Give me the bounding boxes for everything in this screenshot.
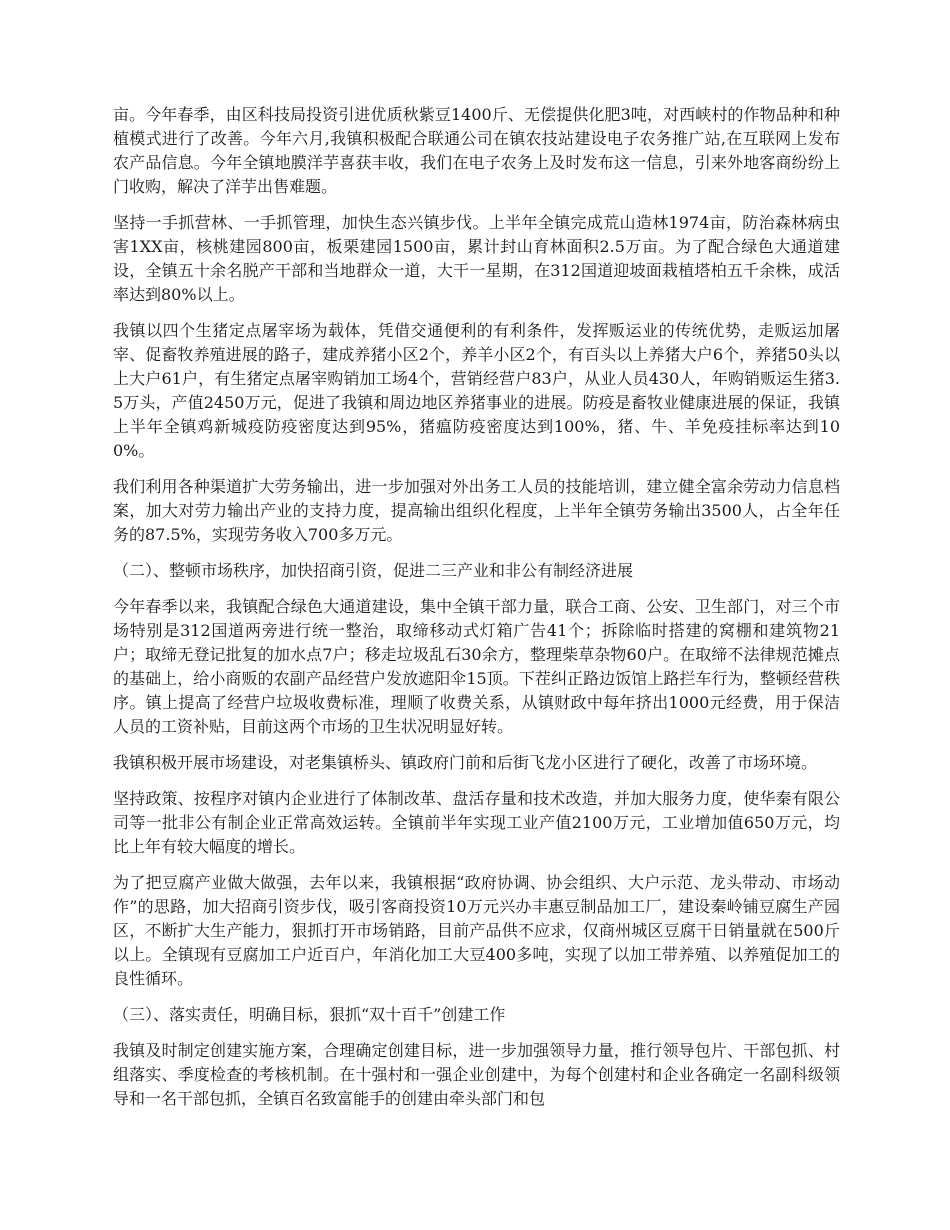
paragraph-tofu-industry: 为了把豆腐产业做大做强，去年以来，我镇根据“政府协调、协会组织、大户示范、龙头带动、市场动作”的思路，加大招商引资步伐，吸引客商投资10万元兴办丰惠豆制品加工厂，建设秦岭铺豆腐生产园区，不断扩大生产能力，狠抓打开市场销路，目前产品供不应求，仅商州城区豆腐干日销量就在500斤以上。全镇现有豆腐加工户近百户，年消化加工大豆400多吨，实现了以加工带养殖、以养殖促加工的良性循环。 <box>113 873 840 988</box>
section-heading-market-order: （二）、整顿市场秩序，加快招商引资，促进二三产业和非公有制经济进展 <box>113 561 634 580</box>
paragraph-enterprise-reform: 坚持政策、按程序对镇内企业进行了体制改革、盘活存量和技术改造，并加大服务力度，使华秦有限公司等一批非公有制企业正常高效运转。全镇前半年实现工业产值2100万元，工业增加值650万元，均比上年有较大幅度的增长。 <box>113 789 840 856</box>
document-body <box>113 103 840 1123</box>
paragraph-forestry: 坚持一手抓营林、一手抓管理，加快生态兴镇步伐。上半年全镇完成荒山造林1974亩，防治森林病虫害1XX亩，核桃建园800亩，板栗建园1500亩，累计封山育林面积2.5万亩。为了配合绿色大通道建设，全镇五十余名脱产干部和当地群众一道，大干一星期，在312国道迎坡面栽植塔柏五千余株，成活率达到80%以上。 <box>113 213 840 304</box>
paragraph-livestock: 我镇以四个生猪定点屠宰场为载体，凭借交通便利的有利条件，发挥贩运业的传统优势，走贩运加屠宰、促畜牧养殖进展的路子，建成养猪小区2个，养羊小区2个，有百头以上养猪大户6个，养猪50头以上大户61户，有生猪定点屠宰购销加工场4个，营销经营户83户，从业人员430人，年购销贩运生猪3.5万头，产值2450万元，促进了我镇和周边地区养猪事业的进展。防疫是畜牧业健康进展的保证，我镇上半年全镇鸡新城疫防疫密度达到95%，猪瘟防疫密度达到100%，猪、牛、羊免疫挂标率达到100%。 <box>113 321 840 460</box>
paragraph-agriculture-info: 亩。今年春季，由区科技局投资引进优质秋紫豆1400斤、无偿提供化肥3吨，对西峡村的作物品种和种植模式进行了改善。今年六月,我镇积极配合联通公司在镇农技站建设电子农务推广站,在互联网上发布农产品信息。今年全镇地膜洋芋喜获丰收，我们在电子农务上及时发布这一信息，引来外地客商纷纷上门收购，解决了洋芋出售难题。 <box>113 105 840 196</box>
section-heading-responsibility: （三）、落实责任，明确目标，狠抓“双十百千”创建工作 <box>113 1005 506 1024</box>
paragraph-creation-plan: 我镇及时制定创建实施方案，合理确定创建目标，进一步加强领导力量，推行领导包片、干部包抓、村组落实、季度检查的考核机制。在十强村和一强企业创建中，为每个创建村和企业各确定一名副科级领导和一名干部包抓，全镇百名致富能手的创建由牵头部门和包 <box>113 1041 840 1108</box>
paragraph-market-construction: 我镇积极开展市场建设，对老集镇桥头、镇政府门前和后街飞龙小区进行了硬化，改善了市场环境。 <box>113 753 818 772</box>
paragraph-market-rectification: 今年春季以来，我镇配合绿色大通道建设，集中全镇干部力量，联合工商、公安、卫生部门，对三个市场特别是312国道两旁进行统一整治，取缔移动式灯箱广告41个；拆除临时搭建的窝棚和建筑物21户；取缔无登记批复的加水点7户；移走垃圾乱石30余方，整理柴草杂物60户。在取缔不法律规范摊点的基础上，给小商贩的农副产品经营户发放遮阳伞15顶。下茬纠正路边饭馆上路拦车行为，整顿经营秩序。镇上提高了经营户垃圾收费标准，理顺了收费关系，从镇财政中每年挤出1000元经费，用于保洁人员的工资补贴，目前这两个市场的卫生状况明显好转。 <box>113 597 840 736</box>
paragraph-labor-export: 我们利用各种渠道扩大劳务输出，进一步加强对外出务工人员的技能培训，建立健全富余劳动力信息档案，加大对劳力输出产业的支持力度，提高输出组织化程度，上半年全镇劳务输出3500人，占全年任务的87.5%，实现劳务收入700多万元。 <box>113 477 840 544</box>
